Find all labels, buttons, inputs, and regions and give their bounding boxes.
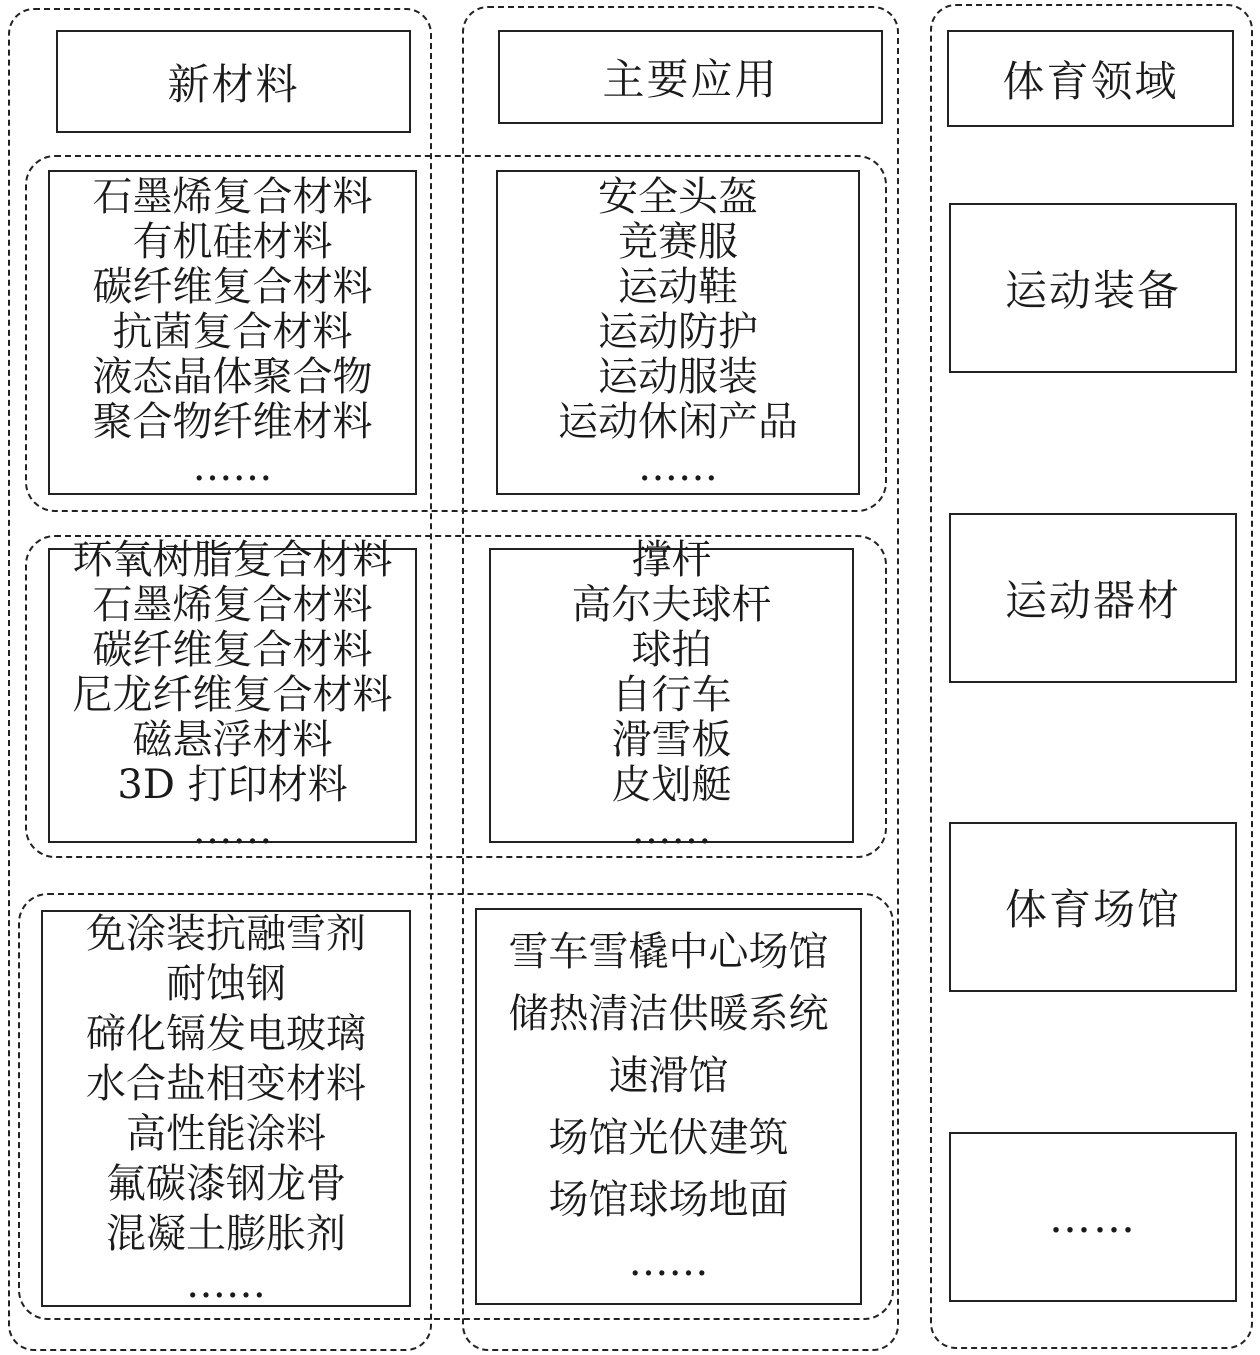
application-item: 储热清洁供暖系统 [508,990,829,1037]
domain-box-more [949,1132,1237,1302]
material-item: 高性能涂料 [126,1110,326,1157]
domain-box-venues [949,822,1237,992]
application-item: 高尔夫球杆 [571,582,772,628]
material-ellipsis: …… [192,807,273,853]
materials-box-3 [41,910,411,1307]
domain-ellipsis: …… [1049,1192,1137,1242]
material-item: 免涂装抗融雪剂 [86,910,366,957]
materials-box-2 [48,537,417,853]
application-item: 皮划艇 [611,762,732,808]
application-item: 自行车 [611,672,732,718]
material-item: 抗菌复合材料 [112,309,353,355]
application-item: 运动鞋 [618,264,738,310]
material-item: 氟碳漆钢龙骨 [106,1160,346,1207]
materials-header-label: 新材料 [167,59,300,109]
application-item: 场馆球场地面 [548,1176,789,1223]
application-ellipsis: …… [628,1238,709,1285]
application-item: 雪车雪橇中心场馆 [508,928,829,975]
material-item: 环氧树脂复合材料 [72,537,393,583]
material-item: 液态晶体聚合物 [92,354,373,400]
domain-label: 体育场馆 [1004,885,1181,934]
material-item: 尼龙纤维复合材料 [72,672,393,718]
material-item: 聚合物纤维材料 [92,399,373,445]
application-ellipsis: …… [638,444,718,490]
applications-header-label: 主要应用 [602,55,779,104]
application-item: 运动防护 [598,309,758,355]
material-item: 3D 打印材料 [117,762,348,808]
application-item: 球拍 [631,627,712,673]
material-item: 磁悬浮材料 [132,717,333,763]
material-item: 石墨烯复合材料 [92,174,373,220]
material-item: 碲化镉发电玻璃 [86,1010,366,1057]
domain-box-equipment [949,203,1237,373]
application-ellipsis: …… [631,807,712,853]
material-item: 水合盐相变材料 [86,1060,366,1107]
material-item: 石墨烯复合材料 [92,582,373,628]
application-item: 速滑馆 [608,1052,729,1099]
materials-box-1 [48,170,417,495]
application-item: 竞赛服 [618,219,738,265]
domain-label: 运动器材 [1004,576,1181,625]
domain-header-label: 体育领域 [1002,56,1179,106]
material-item: 碳纤维复合材料 [92,264,373,310]
application-item: 场馆光伏建筑 [548,1114,789,1161]
domain-label: 运动装备 [1004,266,1181,315]
materials-header [56,30,411,133]
application-item: 撑杆 [631,537,712,583]
application-item: 运动服装 [598,354,758,400]
material-item: 混凝土膨胀剂 [106,1210,346,1257]
material-ellipsis: …… [192,444,273,490]
domain-header [947,30,1234,127]
applications-box-2 [489,537,854,853]
applications-box-1 [496,170,860,495]
material-item: 耐蚀钢 [166,960,286,1007]
material-item: 碳纤维复合材料 [92,627,373,673]
material-item: 有机硅材料 [132,219,333,265]
application-item: 滑雪板 [611,717,732,763]
applications-box-3 [475,908,862,1305]
applications-header [498,30,883,124]
domain-box-apparatus [949,513,1237,683]
material-ellipsis: …… [186,1260,266,1307]
application-item: 安全头盔 [598,174,758,220]
application-item: 运动休闲产品 [558,399,798,445]
